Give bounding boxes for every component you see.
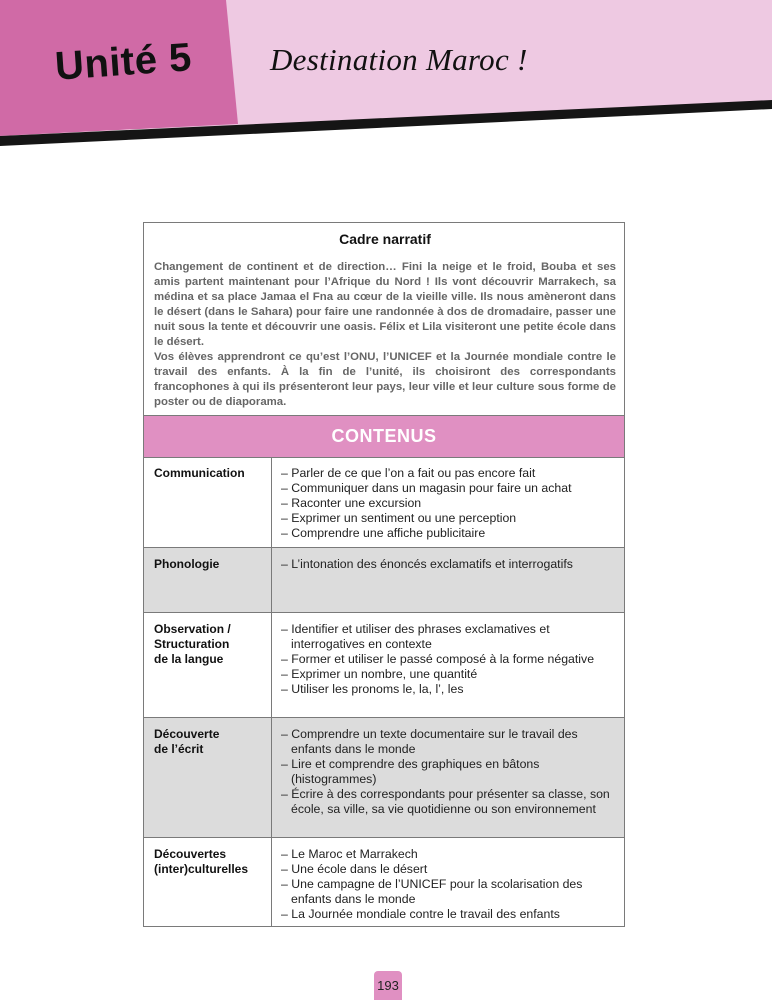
list-item: – Le Maroc et Marrakech xyxy=(281,847,418,861)
table-row-decouverte-ecrit xyxy=(144,718,624,838)
list-item: – Former et utiliser le passé composé à la forme négative xyxy=(281,652,595,666)
list-item: – L’intonation des énoncés exclamatifs et interrogatifs xyxy=(281,557,573,571)
list-item: – Comprendre un texte documentaire sur le travail des enfants dans le monde xyxy=(281,727,578,756)
list-item: – Exprimer un nombre, une quantité xyxy=(281,667,478,681)
row-items xyxy=(281,847,616,922)
row-label: Découverte de l’écrit xyxy=(154,727,220,756)
content-card xyxy=(143,222,625,927)
contenus-heading: CONTENUS xyxy=(144,415,624,458)
table-row-communication xyxy=(144,457,624,548)
column-divider xyxy=(271,548,272,612)
narrative-paragraph: Changement de continent et de direction… Fini la neige et le froid, Bouba et ses amis partent maintenant pour l’Afrique du Nord ! Ils vont découvrir Marrakech, sa médina et sa place Jamaa el Fna au cœur de la vieille ville. Ils nous amèneront dans le désert (dans le Sahara) pour faire une randonnée à dos de dromadaire, passer une nuit sous la tente et découvrir une oasis. Félix et Lila visiteront une petite école dans le désert. xyxy=(154,261,616,348)
list-item: – Comprendre une affiche publicitaire xyxy=(281,526,486,540)
narrative-title: Cadre narratif xyxy=(339,231,431,247)
table-row-interculturelles xyxy=(144,838,624,926)
row-label: Phonologie xyxy=(154,557,220,571)
narrative-paragraph: Vos élèves apprendront ce qu’est l’ONU, l’UNICEF et la Journée mondiale contre le travail des enfants. À la fin de l’unité, ils choisiront des correspondants francophones à qui ils présenteront leur pays, leur ville et leur culture sous forme de poster ou de diaporama. xyxy=(154,351,616,408)
column-divider xyxy=(271,457,272,547)
list-item: – Une école dans le désert xyxy=(281,862,428,876)
table-row-observation xyxy=(144,613,624,718)
row-items xyxy=(281,557,616,572)
row-label: Communication xyxy=(154,466,245,480)
list-item: – Identifier et utiliser des phrases exclamatives et interrogatives en contexte xyxy=(281,622,550,651)
list-item: – Raconter une excursion xyxy=(281,496,422,510)
unit-title: Destination Maroc ! xyxy=(270,42,528,77)
list-item: – Écrire à des correspondants pour présenter sa classe, son école, sa ville, sa vie quotidienne ou son environnement xyxy=(281,787,610,816)
list-item: – Communiquer dans un magasin pour faire un achat xyxy=(281,481,572,495)
row-items xyxy=(281,622,616,697)
row-items xyxy=(281,727,616,817)
list-item: – Utiliser les pronoms le, la, l’, les xyxy=(281,682,464,696)
row-label: Découvertes (inter)culturelles xyxy=(154,847,249,876)
page-number: 193 xyxy=(374,971,402,1000)
list-item: – Une campagne de l’UNICEF pour la scolarisation des enfants dans le monde xyxy=(281,877,583,906)
column-divider xyxy=(271,613,272,717)
list-item: – Parler de ce que l’on a fait ou pas encore fait xyxy=(281,466,536,480)
list-item: – Exprimer un sentiment ou une perception xyxy=(281,511,517,525)
column-divider xyxy=(271,838,272,926)
row-label: Observation / Structuration de la langue xyxy=(154,622,231,666)
narrative-text xyxy=(154,260,616,410)
list-item: – Lire et comprendre des graphiques en bâtons (histogrammes) xyxy=(281,757,540,786)
table-row-phonologie xyxy=(144,548,624,613)
unit-label: Unité 5 xyxy=(53,35,194,89)
list-item: – La Journée mondiale contre le travail des enfants xyxy=(281,907,560,921)
column-divider xyxy=(271,718,272,837)
row-items xyxy=(281,466,616,541)
